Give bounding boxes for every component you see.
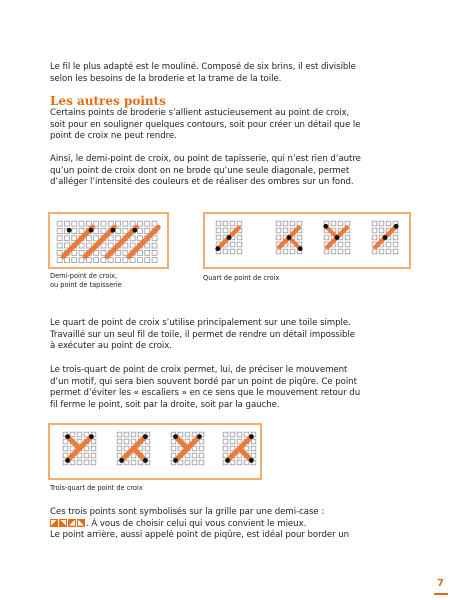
needle-point-marker [249,458,254,463]
fabric-cell [77,460,82,465]
page-number-underline [434,593,448,595]
fabric-cell [185,460,190,465]
fabric-cell [70,432,75,437]
text-line: qu’un point de croix dont on ne brode qu’une seule diagonale, permet [50,165,350,176]
needle-point-marker [111,228,116,233]
needle-point-marker [89,434,94,439]
fabric-cell [223,221,228,226]
fabric-cell [84,446,89,451]
fabric-cell [237,235,242,240]
fabric-cell [379,249,384,254]
stitch-line [176,437,188,449]
fabric-cell [393,242,398,247]
fabric-cell [223,432,228,437]
fabric-cell [244,446,249,451]
fabric-cell [152,258,157,263]
fabric-cell [185,453,190,458]
fabric-cell [116,258,121,263]
fabric-cell [91,453,96,458]
fabric-cell [386,242,391,247]
needle-point-marker [323,224,328,229]
fabric-cell [345,242,350,247]
fabric-cell [338,242,343,247]
fabric-cell [91,460,96,465]
half-square-symbol-icon [50,519,58,527]
quarter-stitch-diagram [205,214,409,267]
half-square-symbol-icon [59,519,67,527]
fabric-cell [178,432,183,437]
fabric-cell [276,249,281,254]
symbols-sentence: . À vous de choisir celui qui vous convient le mieux. [86,518,307,529]
fabric-cell [345,221,350,226]
fabric-cell [70,446,75,451]
fabric-cell [84,432,89,437]
fabric-cell [131,460,136,465]
text-line: soit pour en souligner quelques contours, soit pour créer un détail que le [50,119,361,130]
fabric-cell [171,453,176,458]
fabric-cell [244,432,249,437]
fabric-cell [63,446,68,451]
fabric-cell [84,453,89,458]
fabric-cell [101,250,106,255]
fabric-cell [230,242,235,247]
quarter-stitch-figure [203,212,411,269]
half-stitch-diagram [50,214,167,267]
fabric-cell [185,439,190,444]
fabric-cell [116,221,121,226]
fabric-cell [86,236,91,241]
fabric-cell [101,221,106,226]
fabric-cell [230,460,235,465]
fabric-cell [223,228,228,233]
fabric-cell [237,242,242,247]
fabric-cell [192,460,197,465]
fabric-cell [145,453,150,458]
fabric-cell [70,460,75,465]
fabric-cell [131,432,136,437]
fabric-cell [72,250,77,255]
fabric-cell [216,228,221,233]
fabric-cell [145,446,150,451]
fabric-cell [116,236,121,241]
fabric-cell [77,453,82,458]
fabric-cell [178,460,183,465]
needle-point-marker [143,458,148,463]
fabric-cell [145,258,150,263]
fabric-cell [145,439,150,444]
needle-point-marker [394,224,399,229]
fabric-cell [372,221,377,226]
fabric-cell [130,258,135,263]
fabric-cell [283,228,288,233]
fabric-cell [79,229,84,234]
fabric-cell [199,446,204,451]
text-line: fil ferme le point, soit par la droite, soit par la gauche. [50,399,280,410]
fabric-cell [192,446,197,451]
needle-point-marker [197,434,202,439]
text-line: d’un motif, qui sera bien souvent bordé par un point de piqûre. Ce point [50,376,357,387]
fabric-cell [57,221,62,226]
fabric-cell [138,446,143,451]
fabric-cell [290,249,295,254]
half-square-symbol-icon [68,519,76,527]
fabric-cell [79,258,84,263]
fabric-cell [230,249,235,254]
fabric-cell [145,243,150,248]
needle-point-marker [227,235,232,240]
fabric-cell [331,221,336,226]
three-quarter-stitch-diagram [50,425,260,478]
text-line: permet d’éviter les « escaliers » en ce sens que le mouvement retour du [50,388,361,399]
fabric-cell [108,221,113,226]
needle-point-marker [132,228,137,233]
fabric-cell [379,228,384,233]
fabric-cell [94,221,99,226]
text-line: Le trois-quart de point de croix permet, lui, de préciser le mouvement [50,365,348,375]
fabric-cell [223,249,228,254]
text-line: Ainsi, le demi-point de croix, ou point de tapisserie, qui n’est rien d’autre [50,154,361,164]
quarter-paragraph [50,318,410,353]
fabric-cell [386,249,391,254]
fabric-cell [223,446,228,451]
fabric-cell [91,439,96,444]
fabric-cell [324,235,329,240]
fabric-cell [65,243,70,248]
fabric-cell [86,243,91,248]
fabric-cell [216,235,221,240]
fabric-cell [65,236,70,241]
fabric-cell [124,439,129,444]
fabric-cell [230,432,235,437]
fabric-cell [86,258,91,263]
fabric-cell [199,460,204,465]
fabric-cell [237,432,242,437]
fabric-cell [192,453,197,458]
fabric-cell [199,453,204,458]
fabric-cell [124,460,129,465]
text-line-with-symbols [50,519,410,531]
fabric-cell [130,243,135,248]
fabric-cell [216,221,221,226]
fabric-cell [138,460,143,465]
fabric-cell [152,243,157,248]
text-line: selon les besoins de la broderie et la trame de la toile. [50,73,282,84]
fabric-cell [65,258,70,263]
fabric-cell [77,432,82,437]
three-quarter-stitch-figure [48,423,262,480]
fabric-cell [237,453,242,458]
intro-paragraph [50,62,410,85]
fabric-cell [138,229,143,234]
quarter-stitch-caption: Quart de point de croix [203,274,280,282]
fabric-cell [223,439,228,444]
fabric-cell [57,250,62,255]
fabric-cell [91,446,96,451]
text-line: point de croix ne peut rendre. [50,131,177,142]
fabric-cell [138,221,143,226]
text-line: Le fil le plus adapté est le mouliné. Composé de six brins, il est divisible [50,62,356,72]
fabric-cell [393,235,398,240]
half-stitch-caption [50,272,122,290]
needle-point-marker [215,246,220,251]
fabric-cell [138,432,143,437]
needle-point-marker [225,458,230,463]
fabric-cell [152,250,157,255]
fabric-cell [77,439,82,444]
fabric-cell [251,446,256,451]
fabric-cell [276,221,281,226]
fabric-cell [108,243,113,248]
fabric-cell [372,249,377,254]
three-quarter-stitch-caption: Trois-quart de point de croix [50,484,143,492]
fabric-cell [223,453,228,458]
fabric-cell [72,258,77,263]
text-line: Le quart de point de croix s’utilise principalement sur une toile simple. [50,318,351,328]
fabric-cell [331,249,336,254]
fabric-cell [123,243,128,248]
fabric-cell [283,249,288,254]
fabric-cell [116,229,121,234]
fabric-cell [345,235,350,240]
fabric-cell [124,446,129,451]
fabric-cell [192,432,197,437]
fabric-cell [138,250,143,255]
page-number: 7 [437,578,444,589]
fabric-cell [79,243,84,248]
fabric-cell [251,439,256,444]
section-paragraph-1 [50,108,410,143]
fabric-cell [372,228,377,233]
fabric-cell [230,446,235,451]
half-stitch-figure [48,212,169,269]
needle-point-marker [89,228,94,233]
fabric-cell [57,236,62,241]
fabric-cell [117,432,122,437]
text-line: Ces trois points sont symbolisés sur la grille par une demi-case : [50,507,325,517]
fabric-cell [94,236,99,241]
text-line: Certains points de broderie s’allient astucieusement au point de croix, [50,108,350,118]
fabric-cell [152,221,157,226]
fabric-cell [185,432,190,437]
fabric-cell [338,249,343,254]
caption-line: Demi-point de croix, [50,272,118,280]
fabric-cell [65,221,70,226]
fabric-cell [283,221,288,226]
fabric-cell [199,439,204,444]
fabric-cell [130,221,135,226]
fabric-cell [379,221,384,226]
fabric-cell [230,221,235,226]
fabric-cell [145,250,150,255]
needle-point-marker [249,434,254,439]
fabric-cell [116,250,121,255]
fabric-cell [79,250,84,255]
fabric-cell [94,229,99,234]
fabric-cell [345,249,350,254]
stitch-line [68,437,80,449]
fabric-cell [123,250,128,255]
fabric-cell [290,221,295,226]
fabric-cell [297,221,302,226]
fabric-cell [276,228,281,233]
symbols-paragraph [50,507,410,542]
fabric-cell [101,229,106,234]
fabric-cell [131,453,136,458]
stitch-line [134,449,146,461]
needle-point-marker [173,434,178,439]
fabric-cell [63,439,68,444]
fabric-cell [123,258,128,263]
needle-point-marker [298,246,303,251]
fabric-cell [57,229,62,234]
fabric-cell [72,236,77,241]
fabric-cell [251,453,256,458]
fabric-cell [84,460,89,465]
fabric-cell [94,258,99,263]
fabric-cell [138,236,143,241]
fabric-cell [171,439,176,444]
fabric-cell [237,221,242,226]
stitch-line [240,449,252,461]
fabric-cell [393,249,398,254]
fabric-cell [63,453,68,458]
section-paragraph-2 [50,154,410,189]
fabric-cell [178,446,183,451]
fabric-cell [237,249,242,254]
fabric-cell [101,243,106,248]
fabric-cell [230,439,235,444]
fabric-cell [237,460,242,465]
fabric-cell [108,236,113,241]
needle-point-marker [287,235,292,240]
section-title: Les autres points [50,94,166,108]
needle-point-marker [119,458,124,463]
fabric-cell [152,236,157,241]
fabric-cell [72,229,77,234]
fabric-cell [138,258,143,263]
text-line: à exécuter au point de croix. [50,341,172,352]
fabric-cell [124,432,129,437]
fabric-cell [237,439,242,444]
needle-point-marker [173,458,178,463]
fabric-cell [117,446,122,451]
fabric-cell [297,235,302,240]
fabric-cell [338,221,343,226]
fabric-cell [117,453,122,458]
fabric-cell [108,258,113,263]
fabric-cell [79,221,84,226]
fabric-cell [145,229,150,234]
text-line: Le point arrière, aussi appelé point de piqûre, est idéal pour border un [50,530,350,541]
fabric-cell [276,235,281,240]
needle-point-marker [383,235,388,240]
needle-point-marker [335,235,340,240]
fabric-cell [72,221,77,226]
fabric-cell [57,243,62,248]
fabric-cell [386,221,391,226]
fabric-cell [372,235,377,240]
fabric-cell [123,229,128,234]
caption-line: ou point de tapisserie [50,281,122,289]
fabric-cell [145,221,150,226]
fabric-cell [324,249,329,254]
fabric-cell [86,221,91,226]
needle-point-marker [65,458,70,463]
fabric-cell [131,439,136,444]
text-line: Travaillé sur un seul fil de toile, il permet de rendre un détail impossible [50,329,356,340]
fabric-cell [117,439,122,444]
half-square-symbol-icon [77,519,85,527]
fabric-cell [57,258,62,263]
fabric-cell [101,258,106,263]
three-quarter-paragraph [50,365,410,411]
text-line: d’alléger l’intensité des couleurs et de réaliser des ombres sur un fond. [50,177,354,188]
fabric-cell [244,460,249,465]
needle-point-marker [65,434,70,439]
needle-point-marker [143,434,148,439]
fabric-cell [130,236,135,241]
fabric-cell [123,221,128,226]
fabric-cell [94,250,99,255]
needle-point-marker [67,228,72,233]
fabric-cell [171,446,176,451]
